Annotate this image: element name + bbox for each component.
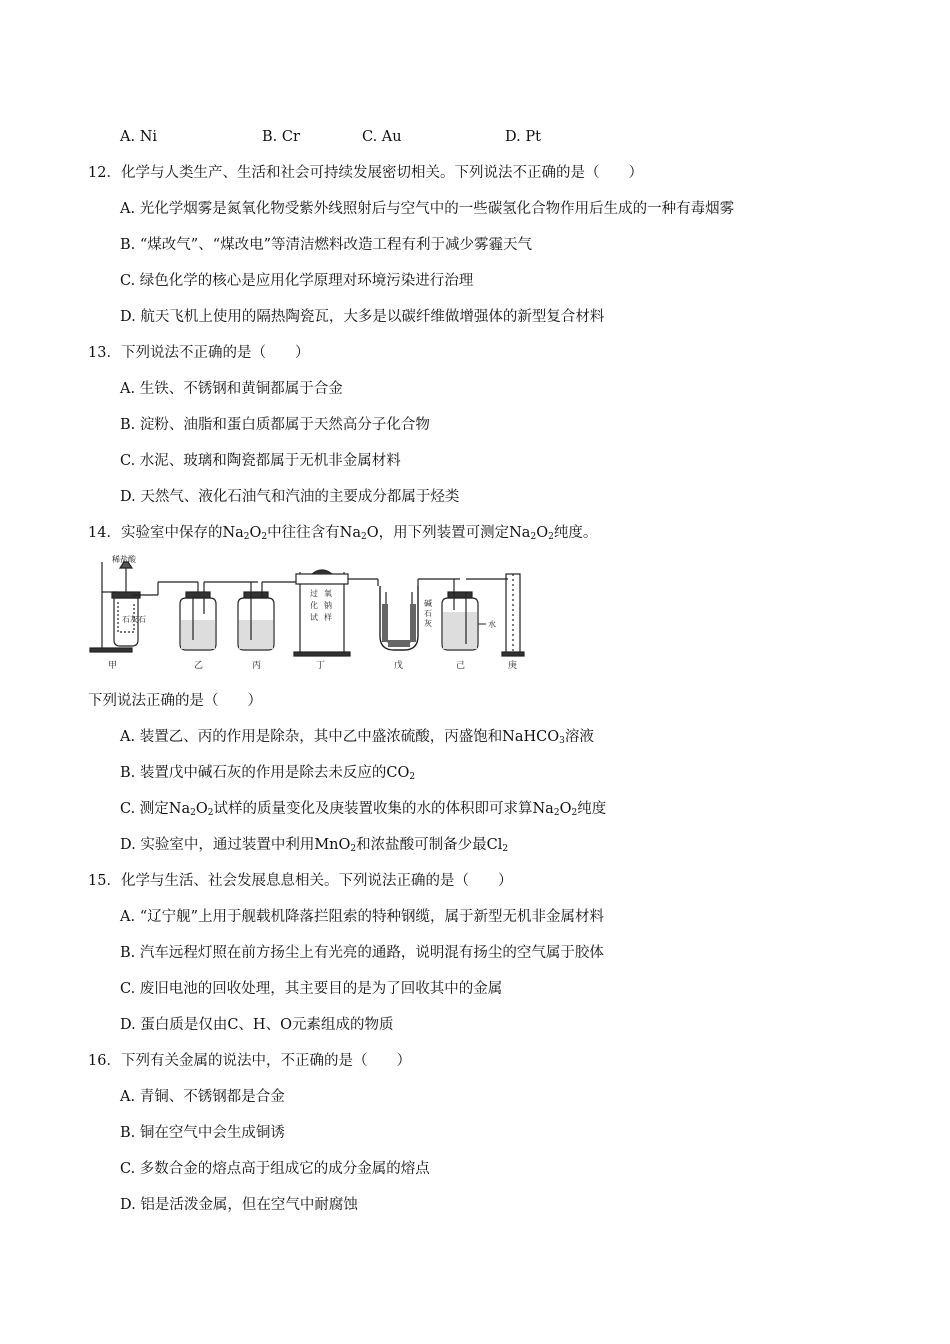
q13-option-c: C. 水泥、玻璃和陶瓷都属于无机非金属材料 xyxy=(120,453,401,469)
label-stone: 石灰石 xyxy=(122,615,146,624)
svg-text:乙: 乙 xyxy=(194,661,204,671)
q13-option-b: B. 淀粉、油脂和蛋白质都属于天然高分子化合物 xyxy=(120,417,430,433)
q16-option-c: C. 多数合金的熔点高于组成它的成分金属的熔点 xyxy=(120,1161,430,1177)
q12-stem: 12．化学与人类生产、生活和社会可持续发展密切相关。下列说法不正确的是（ ） xyxy=(88,165,643,181)
q11-option-c: C. Au xyxy=(362,129,402,145)
svg-text:灰: 灰 xyxy=(424,619,432,628)
svg-text:化: 化 xyxy=(310,601,318,610)
q13-option-a: A. 生铁、不锈钢和黄铜都属于合金 xyxy=(120,381,343,397)
svg-text:丙: 丙 xyxy=(252,661,262,671)
svg-text:丁: 丁 xyxy=(316,661,326,671)
q16-stem: 16．下列有关金属的说法中，不正确的是（ ） xyxy=(88,1053,411,1069)
apparatus-labels xyxy=(108,659,517,671)
q12-option-d: D. 航天飞机上使用的隔热陶瓷瓦，大多是以碳纤维做增强体的新型复合材料 xyxy=(120,309,605,325)
svg-text:氧: 氧 xyxy=(324,589,332,598)
q14-option-c: C. 测定$Na_2O_2$试样的质量变化及庚装置收集的水的体积即可求算$Na_2O_2$纯度 xyxy=(120,801,607,818)
q16-option-b: B. 铜在空气中会生成铜诱 xyxy=(120,1125,285,1141)
q16-option-d: D. 铝是活泼金属，但在空气中耐腐蚀 xyxy=(120,1197,358,1213)
svg-text:试: 试 xyxy=(310,613,318,622)
q13-option-d: D. 天然气、液化石油气和汽油的主要成分都属于烃类 xyxy=(120,489,460,505)
label-acid: 稀盐酸 xyxy=(112,555,136,564)
q15-option-d: D. 蛋白质是仅由C、H、O元素组成的物质 xyxy=(120,1017,394,1033)
q14-option-b: B. 装置戊中碱石灰的作用是除去未反应的$CO_2$ xyxy=(120,765,416,782)
q11-option-b: B. Cr xyxy=(262,129,300,145)
q11-option-a: A. Ni xyxy=(120,129,158,145)
label-water: 水 xyxy=(488,620,496,629)
label-sample xyxy=(310,588,332,622)
label-soda-lime xyxy=(424,598,432,628)
svg-text:庚: 庚 xyxy=(508,661,518,671)
q11-option-d: D. Pt xyxy=(505,129,541,145)
q15-stem: 15．化学与生活、社会发展息息相关。下列说法正确的是（ ） xyxy=(88,873,513,889)
q14-sub-stem: 下列说法正确的是（ ） xyxy=(88,693,262,709)
svg-text:钠: 钠 xyxy=(324,601,332,610)
svg-text:甲: 甲 xyxy=(108,661,118,671)
svg-text:己: 己 xyxy=(456,661,466,671)
q12-option-b: B. “煤改气”、“煤改电”等清洁燃料改造工程有利于减少雾霾天气 xyxy=(120,237,533,253)
svg-text:碱: 碱 xyxy=(424,599,432,608)
q14-option-a: A. 装置乙、丙的作用是除杂，其中乙中盛浓硫酸，丙盛饱和NaHCO$_3$溶液 xyxy=(120,729,594,746)
q14-stem: 14．实验室中保存的$Na_2O_2$中往往含有$Na_2O$，用下列装置可测定$Na_2O_2$纯度。 xyxy=(88,525,598,542)
q15-option-a: A. “辽宁舰”上用于舰载机降落拦阻索的特种钢缆，属于新型无机非金属材料 xyxy=(120,909,605,925)
experiment-apparatus-figure xyxy=(88,552,533,672)
svg-text:戊: 戊 xyxy=(394,661,404,671)
svg-text:过: 过 xyxy=(310,589,318,598)
q15-option-c: C. 废旧电池的回收处理，其主要目的是为了回收其中的金属 xyxy=(120,981,503,997)
q13-stem: 13．下列说法不正确的是（ ） xyxy=(88,345,310,361)
q16-option-a: A. 青铜、不锈钢都是合金 xyxy=(120,1089,285,1105)
q15-option-b: B. 汽车远程灯照在前方扬尘上有光亮的通路，说明混有扬尘的空气属于胶体 xyxy=(120,945,604,961)
q12-option-c: C. 绿色化学的核心是应用化学原理对环境污染进行治理 xyxy=(120,273,474,289)
q12-option-a: A. 光化学烟雾是氮氧化物受紫外线照射后与空气中的一些碳氢化合物作用后生成的一种有毒烟雾 xyxy=(120,201,735,217)
svg-text:样: 样 xyxy=(324,613,332,622)
svg-text:石: 石 xyxy=(424,609,432,618)
q14-option-d: D. 实验室中，通过装置中利用MnO$_2$和浓盐酸可制备少最$Cl_2$ xyxy=(120,837,509,854)
